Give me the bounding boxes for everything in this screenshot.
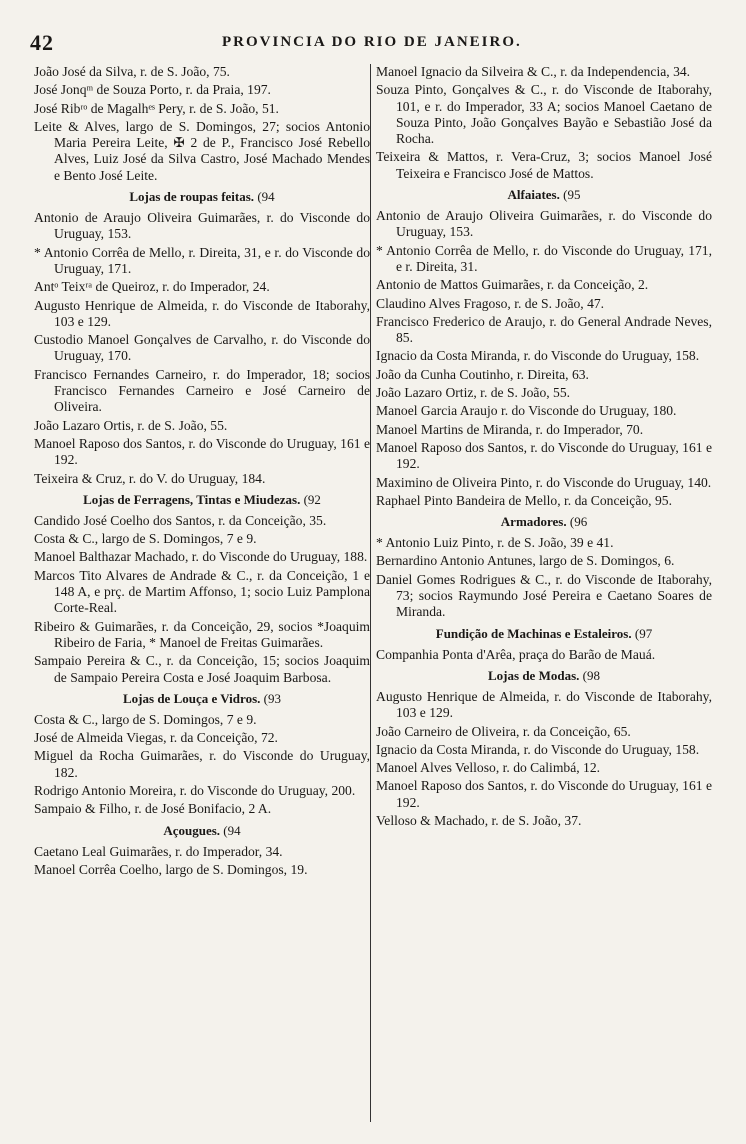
directory-entry: Augusto Henrique de Almeida, r. do Visconde de Itaborahy, 103 e 129. — [376, 688, 712, 721]
directory-entry: Caetano Leal Guimarães, r. do Imperador, 34. — [34, 843, 283, 859]
directory-entry: Francisco Fernandes Carneiro, r. do Imperador, 18; socios Francisco Fernandes Carneiro e José Carneiro de Oliveira. — [34, 366, 370, 415]
directory-entry: Francisco Frederico de Araujo, r. do General Andrade Neves, 85. — [376, 313, 712, 346]
section-heading — [376, 514, 712, 530]
directory-entry: Rodrigo Antonio Moreira, r. do Visconde do Uruguay, 200. — [34, 782, 356, 798]
section-number: (98 — [582, 667, 600, 683]
section-heading — [34, 189, 370, 205]
directory-entry: Manoel Corrêa Coelho, largo de S. Domingos, 19. — [34, 861, 308, 877]
directory-entry: Teixeira & Cruz, r. do V. do Uruguay, 184. — [34, 470, 266, 486]
section-heading — [376, 626, 712, 642]
directory-entry: Manoel Martins de Miranda, r. do Imperador, 70. — [376, 421, 644, 437]
directory-entry: Ignacio da Costa Miranda, r. do Visconde do Uruguay, 158. — [376, 741, 700, 757]
section-title: Lojas de Louça e Vidros. — [123, 690, 261, 706]
section-heading — [376, 668, 712, 684]
running-title: PROVINCIA DO RIO DE JANEIRO. — [222, 34, 522, 50]
directory-entry: Maximino de Oliveira Pinto, r. do Visconde do Uruguay, 140. — [376, 474, 712, 490]
directory-entry: Antonio de Araujo Oliveira Guimarães, r. do Visconde do Uruguay, 153. — [34, 210, 370, 242]
section-title: Fundição de Machinas e Estaleiros. — [435, 625, 632, 641]
directory-entry: José Jonqᵐ de Souza Porto, r. da Praia, 197. — [34, 82, 271, 98]
directory-entry: * Antonio Corrêa de Mello, r. do Visconde do Uruguay, 171, e r. Direita, 31. — [376, 242, 712, 274]
section-heading — [34, 691, 370, 707]
directory-entry: Souza Pinto, Gonçalves & C., r. do Visconde de Itaborahy, 101, e r. do Imperador, 33 A; socios Manoel Caetano de Souza Pinto, João Gonçalves Bayão e Sebastião José da Rocha. — [376, 82, 712, 147]
directory-entry: Antonio de Araujo Oliveira Guimarães, r. do Visconde do Uruguay, 153. — [376, 208, 712, 240]
directory-entry: * Antonio Luiz Pinto, r. de S. João, 39 e 41. — [376, 535, 614, 551]
directory-entry: Daniel Gomes Rodrigues & C., r. do Visconde de Itaborahy, 73; socios Raymundo José Pereira e Caetano Soares de Miranda. — [376, 571, 712, 620]
section-title: Lojas de roupas feitas. — [129, 189, 255, 205]
section-title: Lojas de Ferragens, Tintas e Miudezas. — [83, 491, 301, 507]
section-heading — [34, 823, 370, 839]
directory-entry: João Lazaro Ortiz, r. de S. João, 55. — [376, 385, 571, 401]
directory-entry: * Antonio Corrêa de Mello, r. Direita, 31, e r. do Visconde do Uruguay, 171. — [34, 244, 370, 276]
section-number: (96 — [569, 514, 588, 530]
section-title: Açougues. — [163, 822, 221, 838]
directory-entry: Costa & C., largo de S. Domingos, 7 e 9. — [34, 711, 257, 727]
directory-entry: Teixeira & Mattos, r. Vera-Cruz, 3; socios Manoel José Teixeira e Francisco José de Mattos. — [376, 149, 712, 181]
directory-entry: Manoel Ignacio da Silveira & C., r. da Independencia, 34. — [376, 64, 691, 79]
directory-entry: Companhia Ponta d'Arêa, praça do Barão de Mauá. — [376, 646, 656, 662]
directory-entry: Candido José Coelho dos Santos, r. da Conceição, 35. — [34, 512, 327, 528]
left-column — [34, 64, 370, 880]
directory-entry: Ignacio da Costa Miranda, r. do Visconde do Uruguay, 158. — [376, 348, 700, 364]
section-number: (94 — [223, 822, 241, 838]
directory-entry: João da Cunha Coutinho, r. Direita, 63. — [376, 366, 589, 382]
right-column — [376, 64, 712, 831]
directory-entry: Manoel Garcia Araujo r. do Visconde do Uruguay, 180. — [376, 403, 677, 419]
directory-entry: Manoel Raposo dos Santos, r. do Visconde do Uruguay, 161 e 192. — [34, 435, 370, 468]
section-number: (93 — [263, 690, 281, 706]
section-number: (97 — [634, 625, 653, 641]
directory-entry: Raphael Pinto Bandeira de Mello, r. da Conceição, 95. — [376, 492, 672, 508]
directory-entry: José de Almeida Viegas, r. da Conceição, 72. — [34, 730, 278, 746]
directory-entry: Velloso & Machado, r. de S. João, 37. — [376, 812, 582, 828]
page-header — [30, 30, 710, 60]
page-number: 42 — [30, 30, 54, 55]
section-title: Armadores. — [500, 514, 567, 530]
directory-entry: Claudino Alves Fragoso, r. de S. João, 47. — [376, 295, 605, 311]
directory-entry: Manoel Raposo dos Santos, r. do Visconde do Uruguay, 161 e 192. — [376, 439, 712, 472]
section-title: Lojas de Modas. — [488, 667, 580, 683]
section-heading — [376, 187, 712, 203]
directory-entry: Manoel Alves Velloso, r. do Calimbá, 12. — [376, 760, 601, 776]
directory-entry: João José da Silva, r. de S. João, 75. — [34, 64, 230, 79]
directory-entry: Leite & Alves, largo de S. Domingos, 27; socios Antonio Maria Pereira Leite, ✠ 2 de P., Francisco José Rebello Alves, Luiz José da Silva Castro, José Machado Mendes e Bento José Leite. — [34, 118, 370, 183]
directory-entry: Miguel da Rocha Guimarães, r. do Visconde do Uruguay, 182. — [34, 748, 370, 780]
directory-entry: Antonio de Mattos Guimarães, r. da Conceição, 2. — [376, 277, 649, 293]
directory-entry: Sampaio Pereira & C., r. da Conceição, 15; socios Joaquim de Sampaio Pereira Costa e José Joaquim Barbosa. — [34, 653, 370, 685]
directory-entry: João Carneiro de Oliveira, r. da Conceição, 65. — [376, 723, 631, 739]
directory-entry: Custodio Manoel Gonçalves de Carvalho, r. do Visconde do Uruguay, 170. — [34, 332, 370, 364]
directory-entry: Ribeiro & Guimarães, r. da Conceição, 29, socios *Joaquim Ribeiro de Faria, * Manoel de Freitas Guimarães. — [34, 618, 370, 650]
directory-entry: Sampaio & Filho, r. de José Bonifacio, 2 A. — [34, 801, 272, 817]
column-divider — [370, 64, 371, 1122]
section-number: (92 — [303, 491, 321, 507]
directory-entry: José Ribʳᵒ de Magalhᵉˢ Pery, r. de S. João, 51. — [34, 100, 279, 116]
section-heading — [34, 492, 370, 508]
directory-entry: Bernardino Antonio Antunes, largo de S. Domingos, 6. — [376, 553, 675, 569]
directory-entry: Costa & C., largo de S. Domingos, 7 e 9. — [34, 531, 257, 547]
directory-entry: Manoel Balthazar Machado, r. do Visconde do Uruguay, 188. — [34, 549, 368, 565]
directory-entry: Manoel Raposo dos Santos, r. do Visconde do Uruguay, 161 e 192. — [376, 778, 712, 810]
directory-entry: Antᵒ Teixʳᵃ de Queiroz, r. do Imperador, 24. — [34, 279, 270, 295]
directory-entry: Marcos Tito Alvares de Andrade & C., r. da Conceição, 1 e 148 A, e prç. de Martim Affonso, 1; socio Luiz Pamplona Corte-Real. — [34, 567, 370, 616]
section-number: (95 — [563, 187, 581, 203]
section-title: Alfaiates. — [507, 187, 560, 203]
directory-entry: João Lazaro Ortis, r. de S. João, 55. — [34, 417, 228, 433]
directory-entry: Augusto Henrique de Almeida, r. do Visconde de Itaborahy, 103 e 129. — [34, 297, 370, 329]
section-number: (94 — [257, 189, 275, 205]
